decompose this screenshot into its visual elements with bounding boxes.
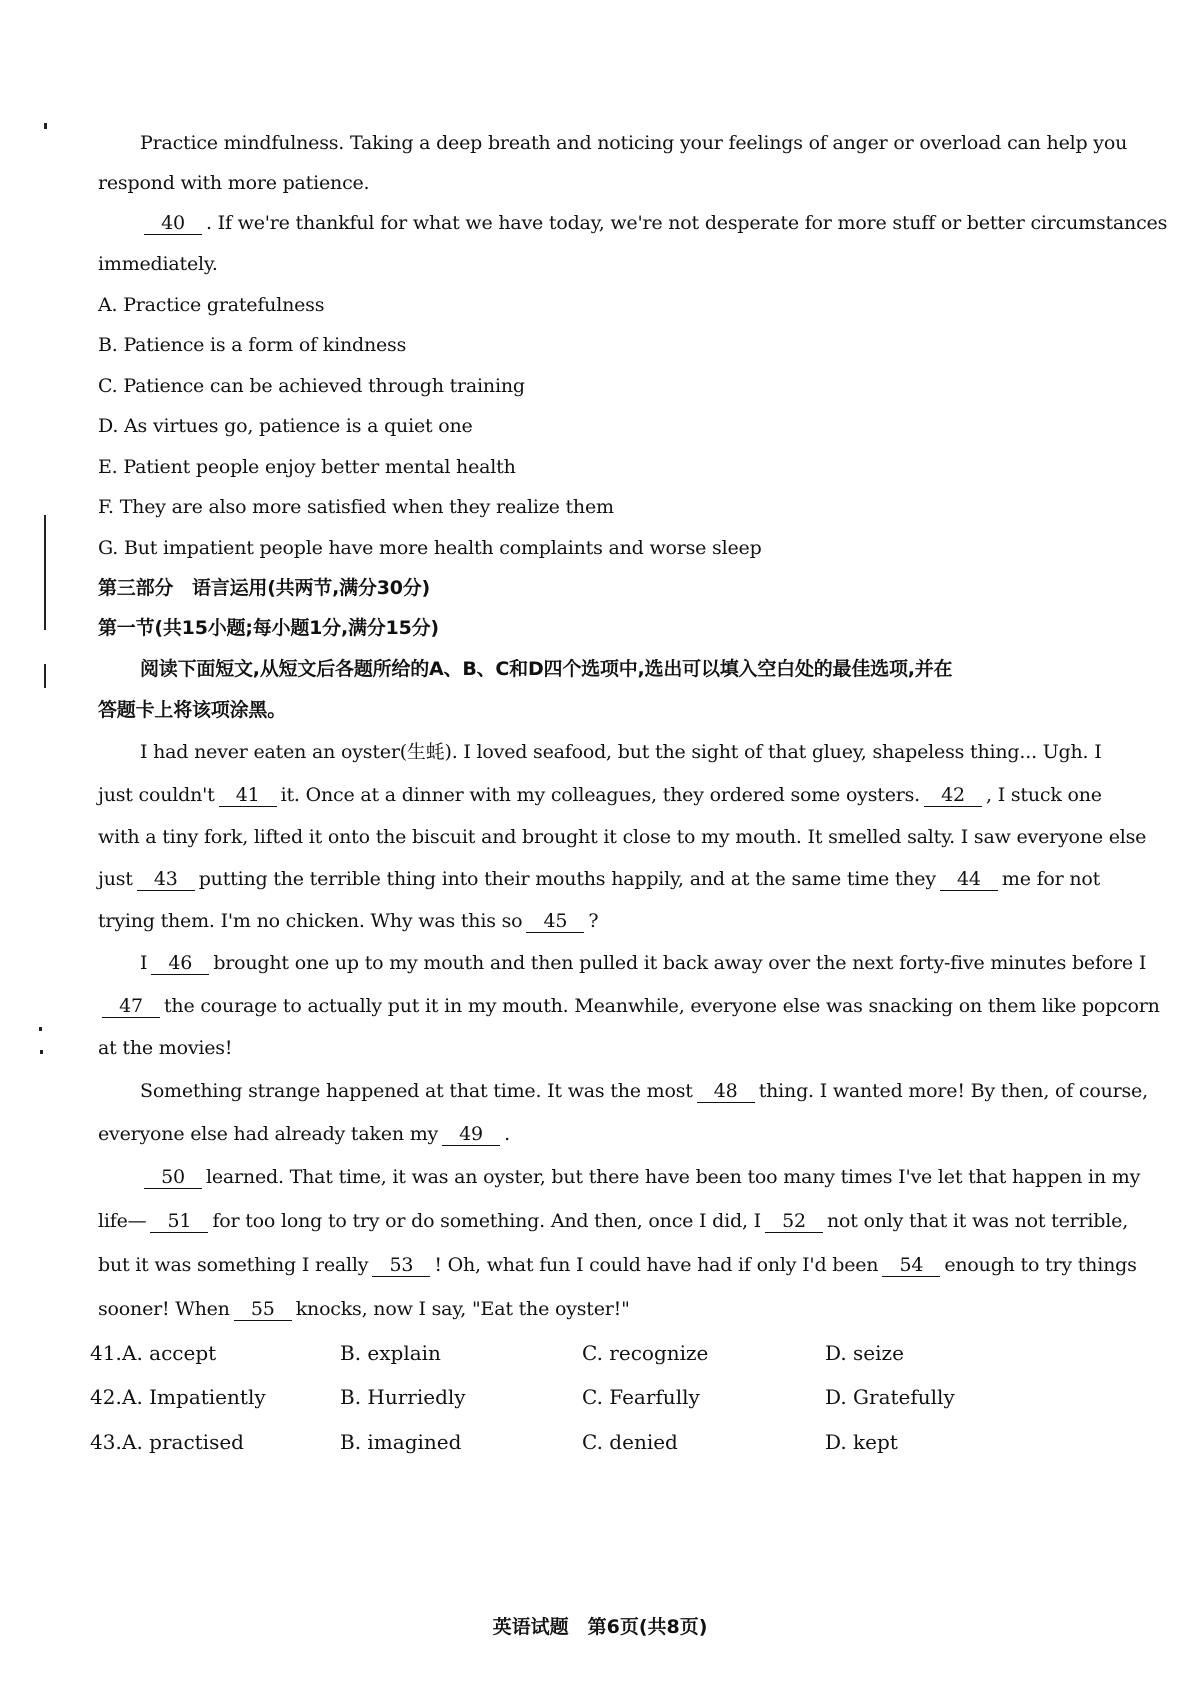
cloze-text: , I stuck one: [986, 784, 1102, 806]
question-40-text: . If we're thankful for what we have today, we're not desperate for more stuff or better circumstances: [206, 212, 1168, 234]
page-footer: 英语试题 第6页(共8页): [492, 1616, 708, 1638]
scan-mark: [40, 1050, 43, 1054]
cloze-text: just: [98, 868, 133, 890]
cloze-text: ?: [588, 910, 599, 932]
blank-51: 51: [150, 1210, 208, 1233]
blank-43: 43: [137, 868, 195, 891]
blank-40: 40: [144, 212, 202, 235]
cloze-line: [98, 899, 598, 943]
cloze-text: brought one up to my mouth and then pulled it back away over the next forty-five minutes before I: [213, 952, 1147, 974]
question-43-options: [90, 1420, 1120, 1464]
cloze-text: knocks, now I say, "Eat the oyster!": [295, 1298, 630, 1320]
choice-b: B. imagined: [340, 1430, 462, 1454]
cloze-line: with a tiny fork, lifted it onto the biscuit and brought it close to my mouth. It smelled salty. I saw everyone else: [98, 826, 1147, 848]
cloze-text: I: [140, 952, 148, 974]
blank-52: 52: [765, 1210, 823, 1233]
choice-b: B. explain: [340, 1341, 441, 1365]
paragraph: Practice mindfulness. Taking a deep breath and noticing your feelings of anger or overload can help you: [140, 132, 1128, 154]
cloze-text: the courage to actually put it in my mouth. Meanwhile, everyone else was snacking on them like popcorn: [164, 995, 1160, 1017]
cloze-text: Something strange happened at that time. It was the most: [140, 1080, 693, 1102]
cloze-line: [98, 1287, 630, 1331]
choice-b: B. Hurriedly: [340, 1385, 466, 1409]
cloze-line: [98, 1243, 1137, 1287]
cloze-text: learned. That time, it was an oyster, but there have been too many times I've let that happen in my: [206, 1166, 1141, 1188]
cloze-text: it. Once at a dinner with my colleagues, they ordered some oysters.: [280, 784, 921, 806]
paragraph-continuation: respond with more patience.: [98, 172, 370, 194]
scan-mark: [44, 123, 47, 129]
choice-a: A. practised: [122, 1430, 244, 1454]
option-f: F. They are also more satisfied when they realize them: [98, 496, 614, 518]
option-e: E. Patient people enjoy better mental health: [98, 456, 516, 478]
cloze-line: at the movies!: [98, 1037, 233, 1059]
blank-45: 45: [526, 910, 584, 933]
choice-c: C. recognize: [582, 1341, 709, 1365]
choice-a: A. Impatiently: [122, 1385, 266, 1409]
cloze-text: me for not: [1001, 868, 1101, 890]
blank-44: 44: [940, 868, 998, 891]
cloze-line: [98, 984, 1160, 1028]
cloze-text: putting the terrible thing into their mouths happily, and at the same time they: [198, 868, 936, 890]
cloze-line: [140, 1069, 1148, 1113]
cloze-text: but it was something I really: [98, 1254, 369, 1276]
option-d: D. As virtues go, patience is a quiet one: [98, 415, 473, 437]
scan-mark: [44, 664, 46, 688]
question-number: 41.: [90, 1341, 122, 1365]
choice-c: C. Fearfully: [582, 1385, 700, 1409]
blank-50: 50: [144, 1166, 202, 1189]
choice-c: C. denied: [582, 1430, 678, 1454]
choice-d: D. seize: [825, 1341, 904, 1365]
question-40-line: [140, 201, 1167, 245]
cloze-text: sooner! When: [98, 1298, 230, 1320]
cloze-text: life—: [98, 1210, 147, 1232]
cloze-text: for too long to try or do something. And then, once I did, I: [212, 1210, 761, 1232]
section-title: 第一节(共15小题;每小题1分,满分15分): [98, 617, 439, 639]
cloze-line: [140, 1155, 1140, 1199]
cloze-line: [98, 1199, 1128, 1243]
cloze-text: just couldn't: [98, 784, 215, 806]
question-42-options: [90, 1375, 1120, 1419]
option-b: B. Patience is a form of kindness: [98, 334, 407, 356]
scan-mark: [44, 515, 46, 630]
cloze-text: enough to try things: [944, 1254, 1137, 1276]
cloze-text: not only that it was not terrible,: [826, 1210, 1129, 1232]
option-a: A. Practice gratefulness: [98, 294, 325, 316]
option-g: G. But impatient people have more health complaints and worse sleep: [98, 537, 762, 559]
blank-46: 46: [151, 952, 209, 975]
choice-d: D. Gratefully: [825, 1385, 955, 1409]
cloze-text: everyone else had already taken my: [98, 1123, 439, 1145]
question-41-options: [90, 1331, 1120, 1375]
blank-54: 54: [882, 1254, 940, 1277]
question-number: 42.: [90, 1385, 122, 1409]
cloze-text: ! Oh, what fun I could have had if only I'd been: [434, 1254, 879, 1276]
cloze-text: .: [504, 1123, 510, 1145]
choice-d: D. kept: [825, 1430, 898, 1454]
paragraph-continuation: immediately.: [98, 253, 218, 275]
blank-48: 48: [697, 1080, 755, 1103]
blank-49: 49: [442, 1123, 500, 1146]
blank-47: 47: [102, 995, 160, 1018]
cloze-line: I had never eaten an oyster(生蚝). I loved seafood, but the sight of that gluey, shapeless thing... Ugh. I: [140, 741, 1102, 763]
part-title: 第三部分 语言运用(共两节,满分30分): [98, 577, 431, 599]
question-number: 43.: [90, 1430, 122, 1454]
cloze-text: thing. I wanted more! By then, of course,: [758, 1080, 1148, 1102]
cloze-line: [98, 773, 1102, 817]
blank-53: 53: [372, 1254, 430, 1277]
blank-55: 55: [234, 1298, 292, 1321]
cloze-line: [98, 1112, 510, 1156]
cloze-line: [98, 857, 1100, 901]
instruction-continuation: 答题卡上将该项涂黑。: [98, 699, 287, 721]
scan-mark: [39, 1027, 42, 1031]
option-c: C. Patience can be achieved through training: [98, 375, 525, 397]
instruction: 阅读下面短文,从短文后各题所给的A、B、C和D四个选项中,选出可以填入空白处的最佳选项,并在: [140, 658, 953, 680]
cloze-line: [140, 941, 1146, 985]
cloze-text: trying them. I'm no chicken. Why was this so: [98, 910, 523, 932]
blank-42: 42: [924, 784, 982, 807]
blank-41: 41: [219, 784, 277, 807]
choice-a: A. accept: [122, 1341, 217, 1365]
